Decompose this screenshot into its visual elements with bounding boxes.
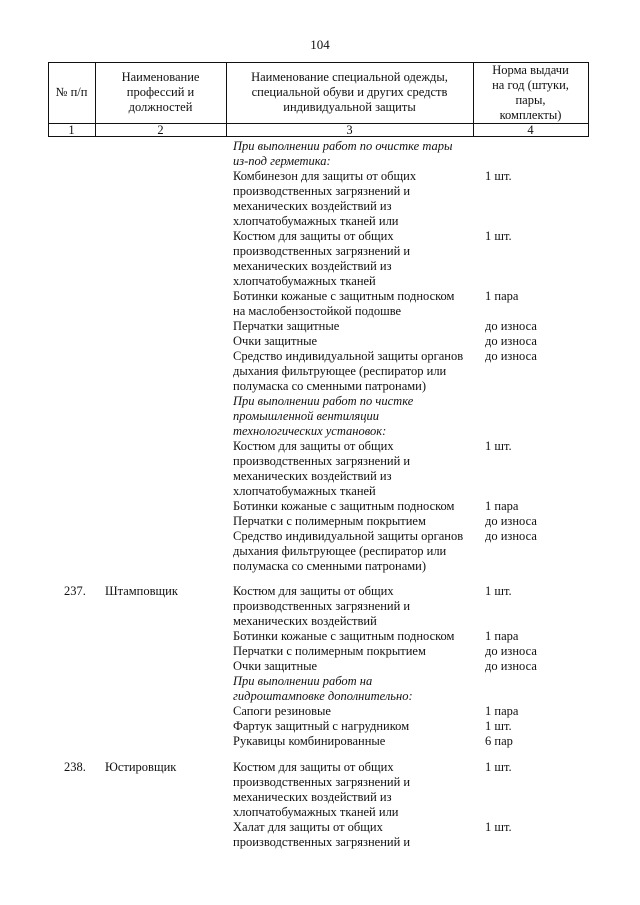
- item-text: хлопчатобумажных тканей или: [233, 805, 399, 819]
- item-norm: 1 шт.: [485, 439, 512, 453]
- item-text: Фартук защитный с нагрудником: [233, 719, 410, 733]
- table-header: [48, 62, 589, 137]
- item-text: Средство индивидуальной защиты органов: [233, 349, 464, 363]
- item-norm: 1 пара: [485, 289, 519, 303]
- item-text: Комбинезон для защиты от общих: [233, 169, 417, 183]
- header-col-norm: Норма выдачи на год (штуки, пары, комплекты): [492, 62, 569, 122]
- item-text: хлопчатобумажных тканей: [233, 274, 376, 288]
- column-number-2: 2: [157, 123, 164, 137]
- item-text: на маслобензостойкой подошве: [233, 304, 402, 318]
- profession-name: Штамповщик: [105, 584, 178, 598]
- item-text: производственных загрязнений и: [233, 775, 411, 789]
- item-text: производственных загрязнений и: [233, 835, 411, 849]
- item-norm: 1 шт.: [485, 169, 512, 183]
- column-number-1: 1: [68, 123, 75, 137]
- item-text: Средство индивидуальной защиты органов: [233, 529, 464, 543]
- item-norm: 1 шт.: [485, 719, 512, 733]
- item-text: хлопчатобумажных тканей: [233, 484, 376, 498]
- item-norm: 1 пара: [485, 704, 519, 718]
- row-number: 238.: [64, 760, 86, 774]
- item-text: Сапоги резиновые: [233, 704, 331, 718]
- section-title: При выполнении работ на: [233, 674, 373, 688]
- item-text: производственных загрязнений и: [233, 454, 411, 468]
- item-norm: 1 шт.: [485, 229, 512, 243]
- section-title: из-под герметика:: [233, 154, 331, 168]
- item-norm: до износа: [485, 529, 537, 543]
- item-text: производственных загрязнений и: [233, 599, 411, 613]
- item-text: Перчатки с полимерным покрытием: [233, 514, 426, 528]
- item-text: хлопчатобумажных тканей или: [233, 214, 399, 228]
- item-text: механических воздействий из: [233, 259, 392, 273]
- item-norm: до износа: [485, 514, 537, 528]
- item-norm: 1 пара: [485, 499, 519, 513]
- col-border-4: [588, 62, 589, 137]
- item-norm: 6 пар: [485, 734, 513, 748]
- column-number-3: 3: [346, 123, 353, 137]
- item-norm: до износа: [485, 644, 537, 658]
- item-norm: 1 шт.: [485, 820, 512, 834]
- item-text: Перчатки с полимерным покрытием: [233, 644, 426, 658]
- section-title: технологических установок:: [233, 424, 387, 438]
- item-text: Очки защитные: [233, 659, 318, 673]
- item-text: Костюм для защиты от общих: [233, 584, 394, 598]
- item-text: Ботинки кожаные с защитным подноском: [233, 629, 455, 643]
- item-text: Очки защитные: [233, 334, 318, 348]
- item-norm: 1 пара: [485, 629, 519, 643]
- item-text: дыхания фильтрующее (респиратор или: [233, 544, 447, 558]
- item-norm: до износа: [485, 319, 537, 333]
- item-text: Костюм для защиты от общих: [233, 439, 394, 453]
- section-title: промышленной вентиляции: [233, 409, 379, 423]
- item-text: дыхания фильтрующее (респиратор или: [233, 364, 447, 378]
- header-col-num: № п/п: [55, 85, 88, 99]
- section-title: При выполнении работ по очистке тары: [233, 139, 453, 153]
- item-text: производственных загрязнений и: [233, 244, 411, 258]
- item-norm: 1 шт.: [485, 584, 512, 598]
- item-text: Рукавицы комбинированные: [233, 734, 386, 748]
- item-text: Ботинки кожаные с защитным подноском: [233, 499, 455, 513]
- section-title: гидроштамповке дополнительно:: [233, 689, 413, 703]
- profession-name: Юстировщик: [105, 760, 177, 774]
- item-text: механических воздействий: [233, 614, 377, 628]
- item-text: механических воздействий из: [233, 469, 392, 483]
- page-number: 104: [310, 37, 330, 52]
- header-col-clothing: Наименование специальной одежды, специальной обуви и других средств индивидуальной защиты: [251, 70, 448, 114]
- item-text: Костюм для защиты от общих: [233, 760, 394, 774]
- column-number-4: 4: [527, 123, 534, 137]
- item-text: полумаска со сменными патронами): [233, 379, 427, 393]
- section-title: При выполнении работ по чистке: [233, 394, 414, 408]
- item-norm: 1 шт.: [485, 760, 512, 774]
- item-text: производственных загрязнений и: [233, 184, 411, 198]
- item-text: полумаска со сменными патронами): [233, 559, 427, 573]
- item-text: механических воздействий из: [233, 199, 392, 213]
- item-norm: до износа: [485, 659, 537, 673]
- header-col-profession: Наименование профессий и должностей: [121, 70, 200, 114]
- item-text: Ботинки кожаные с защитным подноском: [233, 289, 455, 303]
- item-norm: до износа: [485, 349, 537, 363]
- item-norm: до износа: [485, 334, 537, 348]
- item-text: Костюм для защиты от общих: [233, 229, 394, 243]
- item-text: механических воздействий из: [233, 790, 392, 804]
- item-text: Перчатки защитные: [233, 319, 340, 333]
- item-text: Халат для защиты от общих: [233, 820, 383, 834]
- row-number: 237.: [64, 584, 86, 598]
